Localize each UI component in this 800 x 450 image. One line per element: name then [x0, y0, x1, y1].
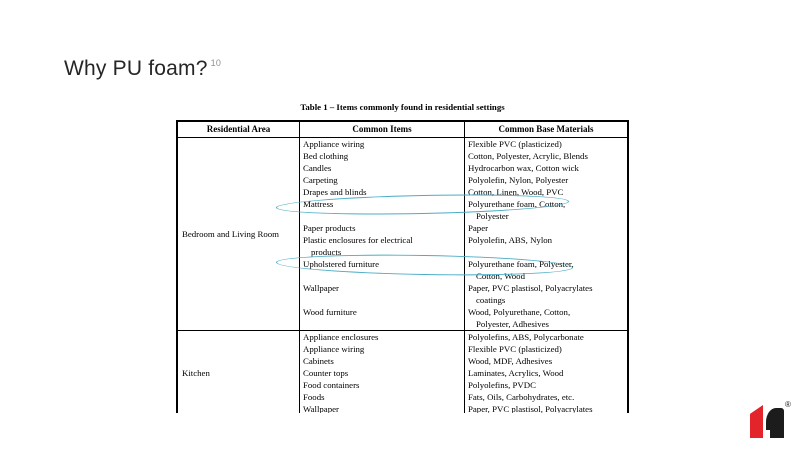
materials-line: Polyolefin, Nylon, Polyester [468, 175, 569, 185]
materials-row [465, 198, 627, 222]
item-line: Wood furniture [303, 307, 357, 317]
title-footnote-superscript: 10 [210, 58, 222, 68]
header-residential-area: Residential Area [206, 124, 271, 134]
materials-line: Flexible PVC (plasticized) [468, 139, 562, 149]
item-line: Food containers [303, 380, 360, 390]
item-row [300, 198, 464, 222]
header-common-base-materials: Common Base Materials [464, 122, 627, 137]
item-row [300, 150, 464, 162]
residential-area-cell [178, 331, 299, 413]
item-row [300, 391, 464, 403]
materials-row [465, 331, 627, 343]
materials-row [465, 258, 627, 282]
materials-row [465, 138, 627, 150]
item-row [300, 343, 464, 355]
table-caption: Table 1 – Items commonly found in residential settings [300, 102, 505, 112]
table-section [178, 138, 627, 330]
item-row [300, 403, 464, 413]
materials-row [465, 174, 627, 186]
materials-row [465, 403, 627, 413]
materials-line: Fats, Oils, Carbohydrates, etc. [468, 392, 575, 402]
item-line: Counter tops [303, 368, 349, 378]
materials-row [465, 355, 627, 367]
table-grid [176, 120, 629, 413]
materials-line: Polyester, Adhesives [476, 319, 549, 329]
materials-line: Paper [468, 223, 489, 233]
item-line: Mattress [303, 199, 334, 209]
item-line: Wallpaper [303, 404, 339, 413]
item-row [300, 174, 464, 186]
item-line: Drapes and blinds [303, 187, 367, 197]
materials-row [465, 391, 627, 403]
materials-row [465, 222, 627, 234]
residential-area-label: Bedroom and Living Room [182, 229, 280, 239]
materials-line: Cotton, Polyester, Acrylic, Blends [468, 151, 588, 161]
materials-row [465, 306, 627, 330]
materials-row [465, 282, 627, 306]
item-row [300, 306, 464, 330]
header-common-items: Common Items [299, 122, 464, 137]
table-header-row [178, 122, 627, 138]
materials-row [465, 234, 627, 258]
materials-line: Cotton, Linen, Wood, PVC [468, 187, 564, 197]
materials-line: Paper, PVC plastisol, Polyacrylates [468, 404, 593, 413]
item-row [300, 282, 464, 306]
item-row [300, 162, 464, 174]
materials-line: Cotton, Wood [476, 271, 525, 281]
materials-row [465, 367, 627, 379]
table-body [178, 138, 627, 413]
item-line: Appliance wiring [303, 344, 365, 354]
materials-line: Wood, MDF, Adhesives [468, 356, 553, 366]
item-line: Paper products [303, 223, 356, 233]
item-row [300, 367, 464, 379]
item-line: Wallpaper [303, 283, 339, 293]
materials-line: coatings [476, 295, 506, 305]
item-line: Carpeting [303, 175, 338, 185]
materials-line: Flexible PVC (plasticized) [468, 344, 562, 354]
residential-area-cell [178, 138, 299, 330]
item-line: Appliance wiring [303, 139, 365, 149]
common-items-cell [299, 138, 464, 330]
item-line: Foods [303, 392, 325, 402]
materials-line: Polyolefins, ABS, Polycarbonate [468, 332, 584, 342]
item-row [300, 234, 464, 258]
page-title [64, 57, 221, 81]
materials-line: Paper, PVC plastisol, Polyacrylates [468, 283, 593, 293]
item-row [300, 379, 464, 391]
logo-red-shape [750, 405, 763, 438]
common-base-materials-cell [464, 331, 627, 413]
materials-row [465, 379, 627, 391]
item-row [300, 355, 464, 367]
item-row [300, 331, 464, 343]
item-row [300, 186, 464, 198]
table-section [178, 330, 627, 413]
materials-line: Polyolefin, ABS, Nylon [468, 235, 553, 245]
item-row [300, 138, 464, 150]
materials-line: Laminates, Acrylics, Wood [468, 368, 564, 378]
company-logo [748, 398, 796, 442]
materials-line: Polyurethane foam, Polyester, [468, 259, 574, 269]
materials-line: Polyester [476, 211, 509, 221]
item-line: Appliance enclosures [303, 332, 379, 342]
item-line: Upholstered furniture [303, 259, 379, 269]
item-line: Cabinets [303, 356, 334, 366]
item-line: Plastic enclosures for electrical [303, 235, 413, 245]
item-line: Bed clothing [303, 151, 349, 161]
registered-trademark-icon: ® [785, 400, 791, 409]
materials-line: Polyolefins, PVDC [468, 380, 536, 390]
item-line: products [311, 247, 342, 257]
item-row [300, 258, 464, 282]
materials-row [465, 343, 627, 355]
page-title-text: Why PU foam? [64, 57, 208, 80]
materials-line: Hydrocarbon wax, Cotton wick [468, 163, 579, 173]
materials-row [465, 150, 627, 162]
residential-items-table [176, 100, 629, 413]
item-line: Candles [303, 163, 332, 173]
materials-line: Polyurethane foam, Cotton, [468, 199, 566, 209]
materials-line: Wood, Polyurethane, Cotton, [468, 307, 571, 317]
materials-row [465, 186, 627, 198]
materials-row [465, 162, 627, 174]
logo-notch [766, 430, 770, 438]
common-items-cell [299, 331, 464, 413]
item-row [300, 222, 464, 234]
residential-area-label: Kitchen [182, 368, 210, 378]
common-base-materials-cell [464, 138, 627, 330]
